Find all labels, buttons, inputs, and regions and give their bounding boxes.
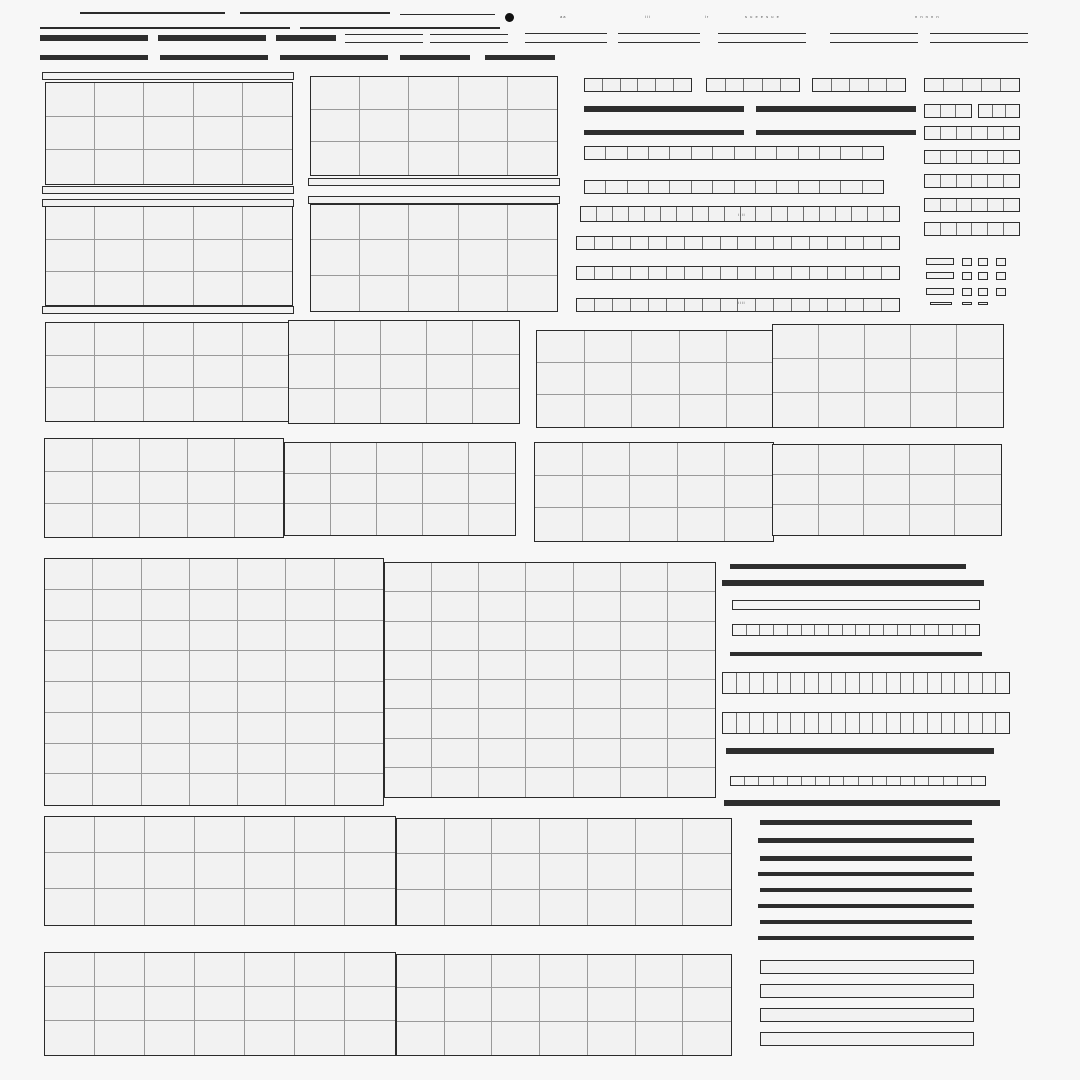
legend-mark-label: n n n n n bbox=[915, 14, 940, 19]
panel-d3 bbox=[534, 442, 774, 542]
panel-b2 bbox=[308, 178, 560, 186]
blade bbox=[760, 856, 972, 861]
chip bbox=[962, 272, 972, 280]
micro-label: iiii bbox=[738, 212, 746, 217]
panel-g1 bbox=[44, 952, 396, 1056]
panel-a1 bbox=[42, 72, 294, 80]
ribbon-segment bbox=[345, 34, 423, 43]
ribbon-segment bbox=[400, 55, 470, 60]
seg-4 bbox=[924, 78, 1020, 92]
chip bbox=[962, 302, 972, 305]
blade bbox=[758, 936, 974, 940]
chip bbox=[926, 272, 954, 279]
panel-a6 bbox=[42, 306, 294, 314]
plain-bar bbox=[760, 960, 974, 974]
seg-13 bbox=[924, 198, 1020, 212]
sliver-3 bbox=[584, 130, 744, 135]
panel-b4 bbox=[310, 204, 558, 312]
blade bbox=[758, 904, 974, 908]
legend-mark-label: ir bbox=[705, 14, 710, 19]
plain-bar bbox=[760, 984, 974, 998]
legend-rule bbox=[400, 14, 495, 15]
chip bbox=[926, 288, 954, 295]
seg-5 bbox=[924, 104, 972, 118]
lens-2 bbox=[732, 624, 980, 636]
lens-1 bbox=[732, 600, 980, 610]
panel-c3 bbox=[536, 330, 776, 428]
chip bbox=[926, 258, 954, 265]
ribbon-segment bbox=[40, 55, 148, 60]
legend-mark-label: aa bbox=[560, 14, 567, 19]
ribbon-segment bbox=[525, 33, 607, 43]
seg-2 bbox=[706, 78, 800, 92]
legend-rule bbox=[240, 12, 390, 14]
seg-3 bbox=[812, 78, 906, 92]
sliver-2 bbox=[756, 106, 916, 112]
blade bbox=[758, 872, 974, 876]
panel-b1 bbox=[310, 76, 558, 176]
seg-8 bbox=[584, 146, 884, 160]
panel-d1 bbox=[44, 438, 284, 538]
blade-4 bbox=[726, 748, 994, 754]
panel-e1 bbox=[44, 558, 384, 806]
chip bbox=[978, 288, 988, 296]
ribbon-segment bbox=[718, 33, 806, 43]
chip bbox=[962, 258, 972, 266]
blade-1 bbox=[730, 564, 966, 569]
legend-mark-label: s u e e s u e bbox=[745, 14, 780, 19]
ribbon-segment bbox=[158, 35, 266, 41]
panel-a5 bbox=[45, 206, 293, 306]
ribbon-segment bbox=[276, 35, 336, 41]
seg-1 bbox=[584, 78, 692, 92]
lens-4 bbox=[722, 712, 1010, 734]
chip bbox=[962, 288, 972, 296]
ribbon-segment bbox=[430, 34, 508, 43]
blade-2 bbox=[722, 580, 984, 586]
panel-c4 bbox=[772, 324, 1004, 428]
ribbon-segment bbox=[160, 55, 268, 60]
seg-16 bbox=[576, 266, 900, 280]
seg-10 bbox=[584, 180, 884, 194]
seg-7 bbox=[924, 126, 1020, 140]
seg-9 bbox=[924, 150, 1020, 164]
ribbon-segment bbox=[618, 33, 700, 43]
chip bbox=[978, 272, 988, 280]
chip bbox=[996, 258, 1006, 266]
blade-5 bbox=[724, 800, 1000, 806]
legend-rule bbox=[40, 27, 290, 29]
micro-label: iiii bbox=[738, 300, 746, 305]
panel-c2 bbox=[288, 320, 520, 424]
chip bbox=[996, 272, 1006, 280]
chip bbox=[978, 302, 988, 305]
seg-14 bbox=[576, 236, 900, 250]
blade bbox=[758, 838, 974, 843]
blade bbox=[760, 888, 972, 892]
chip bbox=[996, 288, 1006, 296]
seg-6 bbox=[978, 104, 1020, 118]
plain-bar bbox=[760, 1008, 974, 1022]
blade bbox=[760, 820, 972, 825]
blade bbox=[760, 920, 972, 924]
lens-3 bbox=[722, 672, 1010, 694]
sliver-1 bbox=[584, 106, 744, 112]
panel-d2 bbox=[284, 442, 516, 536]
panel-f1 bbox=[44, 816, 396, 926]
ribbon-segment bbox=[40, 35, 148, 41]
seg-15 bbox=[924, 222, 1020, 236]
legend-rule bbox=[80, 12, 225, 14]
panel-g2 bbox=[396, 954, 732, 1056]
panel-a2 bbox=[45, 82, 293, 185]
legend-mark-label: iii bbox=[645, 14, 651, 19]
panel-c1 bbox=[45, 322, 293, 422]
panel-b3 bbox=[308, 196, 560, 204]
blade-3 bbox=[730, 652, 982, 656]
plain-bar bbox=[760, 1032, 974, 1046]
panel-e2 bbox=[384, 562, 716, 798]
chip bbox=[930, 302, 952, 305]
sliver-4 bbox=[756, 130, 916, 135]
panel-d4 bbox=[772, 444, 1002, 536]
ribbon-segment bbox=[830, 33, 918, 43]
legend-dot-icon bbox=[505, 13, 514, 22]
legend-rule bbox=[300, 27, 500, 29]
chip bbox=[978, 258, 988, 266]
seg-11 bbox=[924, 174, 1020, 188]
lens-5 bbox=[730, 776, 986, 786]
panel-a3 bbox=[42, 186, 294, 194]
panel-f2 bbox=[396, 818, 732, 926]
ribbon-segment bbox=[930, 33, 1028, 43]
ribbon-segment bbox=[485, 55, 555, 60]
ribbon-segment bbox=[280, 55, 388, 60]
